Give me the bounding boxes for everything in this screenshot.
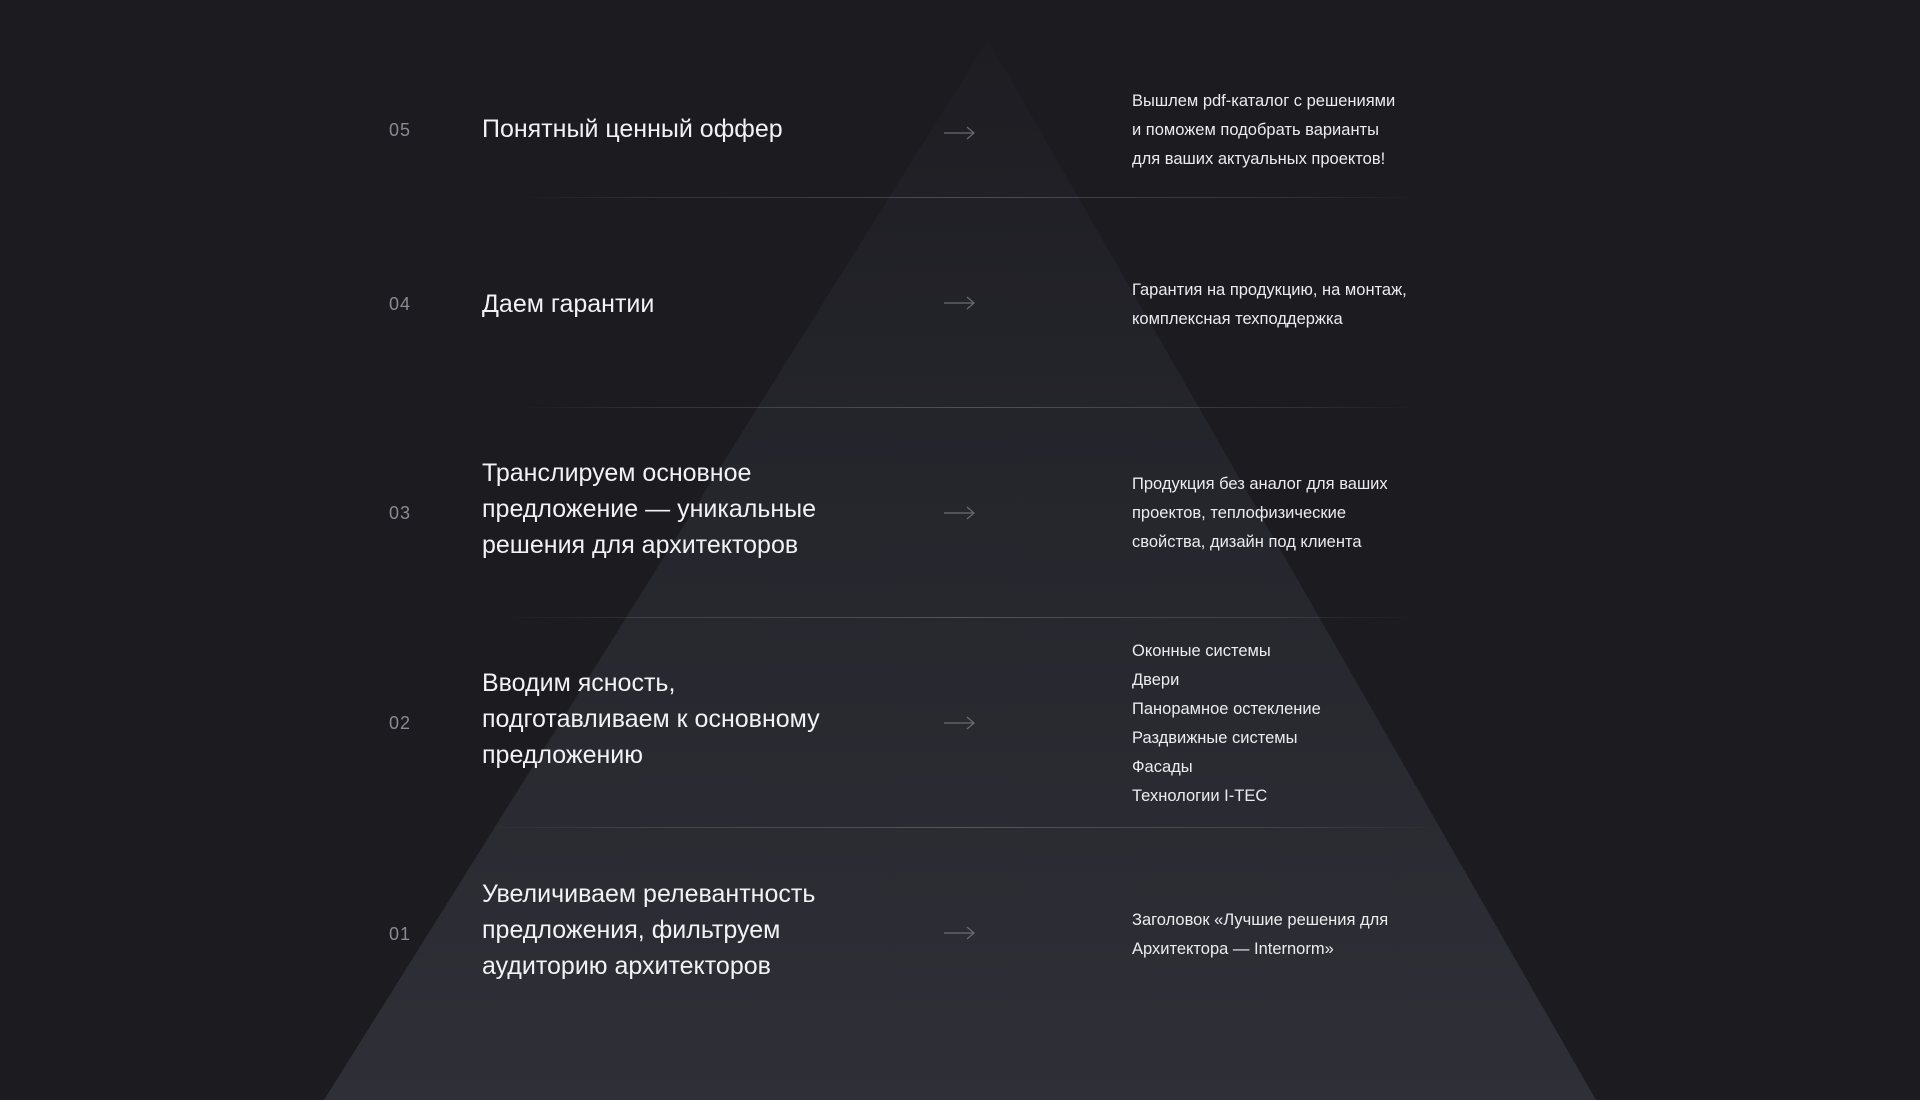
step-title bbox=[482, 455, 862, 563]
step-number: 03 bbox=[388, 503, 412, 523]
step-title-line: предложению bbox=[482, 741, 644, 769]
step-description-line: Технологии I-TEC bbox=[1132, 787, 1268, 805]
step-description-line: Гарантия на продукцию, на монтаж, bbox=[1132, 281, 1407, 299]
step-title bbox=[482, 286, 862, 322]
arrow-right-icon bbox=[944, 506, 976, 520]
arrow-right-icon bbox=[944, 126, 976, 140]
step-description bbox=[1132, 276, 1452, 334]
step-description-line: проектов, теплофизические bbox=[1132, 504, 1347, 522]
step-description-line: Заголовок «Лучшие решения для bbox=[1132, 911, 1389, 929]
step-title-line: предложение — уникальные bbox=[482, 495, 817, 523]
step-title bbox=[482, 876, 862, 984]
step-title bbox=[482, 665, 862, 773]
arrow-right-icon bbox=[944, 296, 976, 310]
step-description-line: Раздвижные системы bbox=[1132, 729, 1298, 747]
arrow-right-icon bbox=[944, 926, 976, 940]
arrow-right-icon bbox=[944, 716, 976, 730]
divider bbox=[500, 617, 1420, 618]
step-title-line: Понятный ценный оффер bbox=[482, 115, 783, 143]
divider bbox=[520, 407, 1420, 408]
step-title-line: Транслируем основное bbox=[482, 459, 752, 487]
step-description-line: Оконные системы bbox=[1132, 642, 1271, 660]
step-title bbox=[482, 111, 862, 147]
step-description-line: Вышлем pdf-каталог с решениями bbox=[1132, 92, 1396, 110]
step-title-line: решения для архитекторов bbox=[482, 531, 799, 559]
step-description-line: Двери bbox=[1132, 671, 1180, 689]
step-description-line: Панорамное остекление bbox=[1132, 700, 1321, 718]
step-title-line: Вводим ясность, bbox=[482, 669, 676, 697]
step-title-line: подготавливаем к основному bbox=[482, 705, 820, 733]
step-number: 01 bbox=[388, 924, 412, 944]
step-description bbox=[1132, 637, 1452, 811]
step-description bbox=[1132, 906, 1452, 964]
step-description-line: комплексная техподдержка bbox=[1132, 310, 1343, 328]
step-description-line: Архитектора — Internorm» bbox=[1132, 940, 1334, 958]
step-description bbox=[1132, 470, 1452, 557]
step-description-line: свойства, дизайн под клиента bbox=[1132, 533, 1362, 551]
step-title-line: Увеличиваем релевантность bbox=[482, 880, 816, 908]
step-description-line: Фасады bbox=[1132, 758, 1193, 776]
step-description-line: и поможем подобрать варианты bbox=[1132, 121, 1379, 139]
step-title-line: Даем гарантии bbox=[482, 290, 655, 318]
step-title-line: предложения, фильтруем bbox=[482, 916, 781, 944]
step-description-line: Продукция без аналог для ваших bbox=[1132, 475, 1388, 493]
divider bbox=[480, 827, 1440, 828]
step-description-line: для ваших актуальных проектов! bbox=[1132, 150, 1386, 168]
step-title-line: аудиторию архитекторов bbox=[482, 952, 771, 980]
step-number: 05 bbox=[388, 120, 412, 140]
step-description bbox=[1132, 87, 1452, 174]
divider bbox=[520, 197, 1420, 198]
step-number: 02 bbox=[388, 713, 412, 733]
step-number: 04 bbox=[388, 294, 412, 314]
